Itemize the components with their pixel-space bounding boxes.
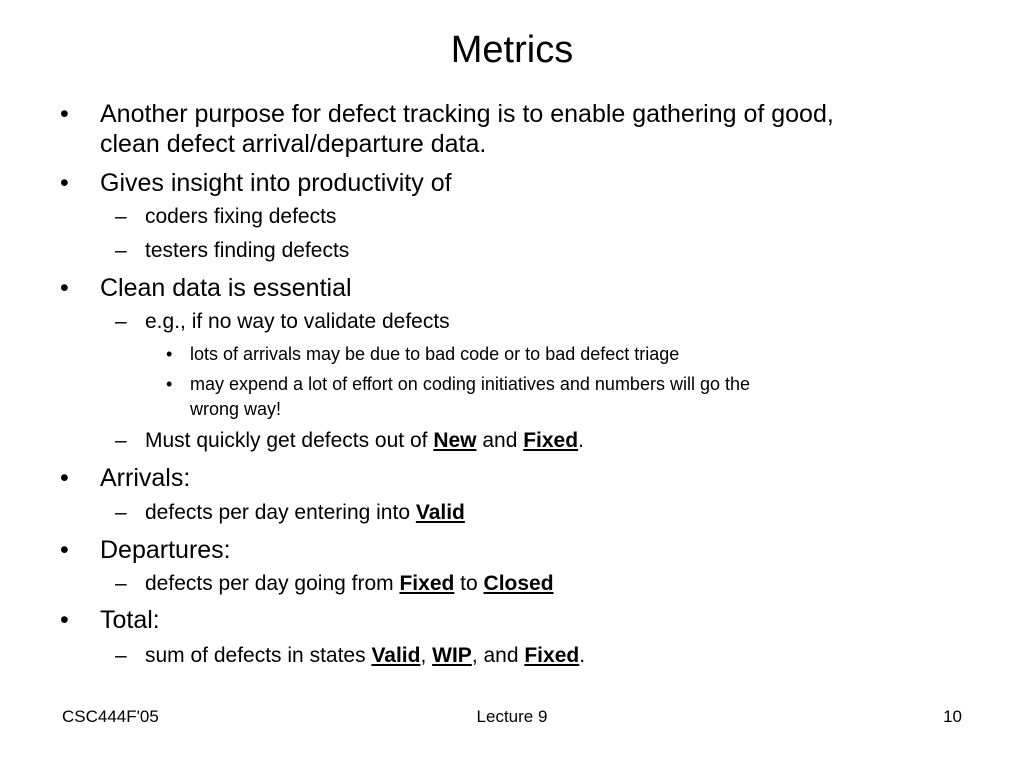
bullet-text: Another purpose for defect tracking is to enable gathering of good, [100,100,834,128]
bullet-marker: • [60,464,69,492]
state-fixed: Fixed [523,429,579,452]
bullet-marker: • [60,100,69,128]
bullet-marker: • [60,169,69,197]
slide-title: Metrics [450,29,574,71]
state-valid: Valid [371,644,421,667]
sub-bullet-text: testers finding defects [145,239,350,262]
footer-course: CSC444F'05 [62,707,159,726]
state-fixed: Fixed [399,572,455,595]
bullet-marker: • [60,274,69,302]
state-closed: Closed [483,572,554,595]
footer-page-number: 10 [943,707,962,726]
sub-sub-bullet-text: wrong way! [190,399,282,419]
sub-sub-bullet-text: lots of arrivals may be due to bad code or to bad defect triage [190,344,680,364]
sub-bullet-text: defects per day going from Fixed to Closed [145,572,554,595]
sub-bullet-text: sum of defects in states Valid, WIP, and Fixed. [145,644,586,667]
bullet-marker: • [60,606,69,634]
sub-bullet-text: Must quickly get defects out of New and Fixed. [145,429,584,452]
sub-sub-bullet-text: may expend a lot of effort on coding initiatives and numbers will go the [190,374,750,394]
bullet-text: Gives insight into productivity of [100,169,452,197]
bullet-text: Total: [100,606,160,634]
sub-bullet-text: e.g., if no way to validate defects [145,310,450,333]
state-valid: Valid [415,501,465,524]
dash-marker: – [115,572,127,595]
state-fixed: Fixed [524,644,580,667]
bullet-marker: • [166,344,173,364]
bullet-text: Clean data is essential [100,274,352,302]
dash-marker: – [115,429,127,452]
bullet-text: Arrivals: [100,464,191,492]
dash-marker: – [115,310,127,333]
footer-lecture: Lecture 9 [476,707,548,726]
bullet-marker: • [60,536,69,564]
sub-bullet-text: coders fixing defects [145,205,337,228]
bullet-text: Departures: [100,536,231,564]
bullet-marker: • [166,374,173,394]
state-wip: WIP [432,644,472,667]
state-new: New [433,429,477,452]
sub-bullet-text: defects per day entering into Valid [145,501,465,524]
bullet-text: clean defect arrival/departure data. [100,130,487,158]
dash-marker: – [115,239,127,262]
dash-marker: – [115,205,127,228]
dash-marker: – [115,501,127,524]
dash-marker: – [115,644,127,667]
